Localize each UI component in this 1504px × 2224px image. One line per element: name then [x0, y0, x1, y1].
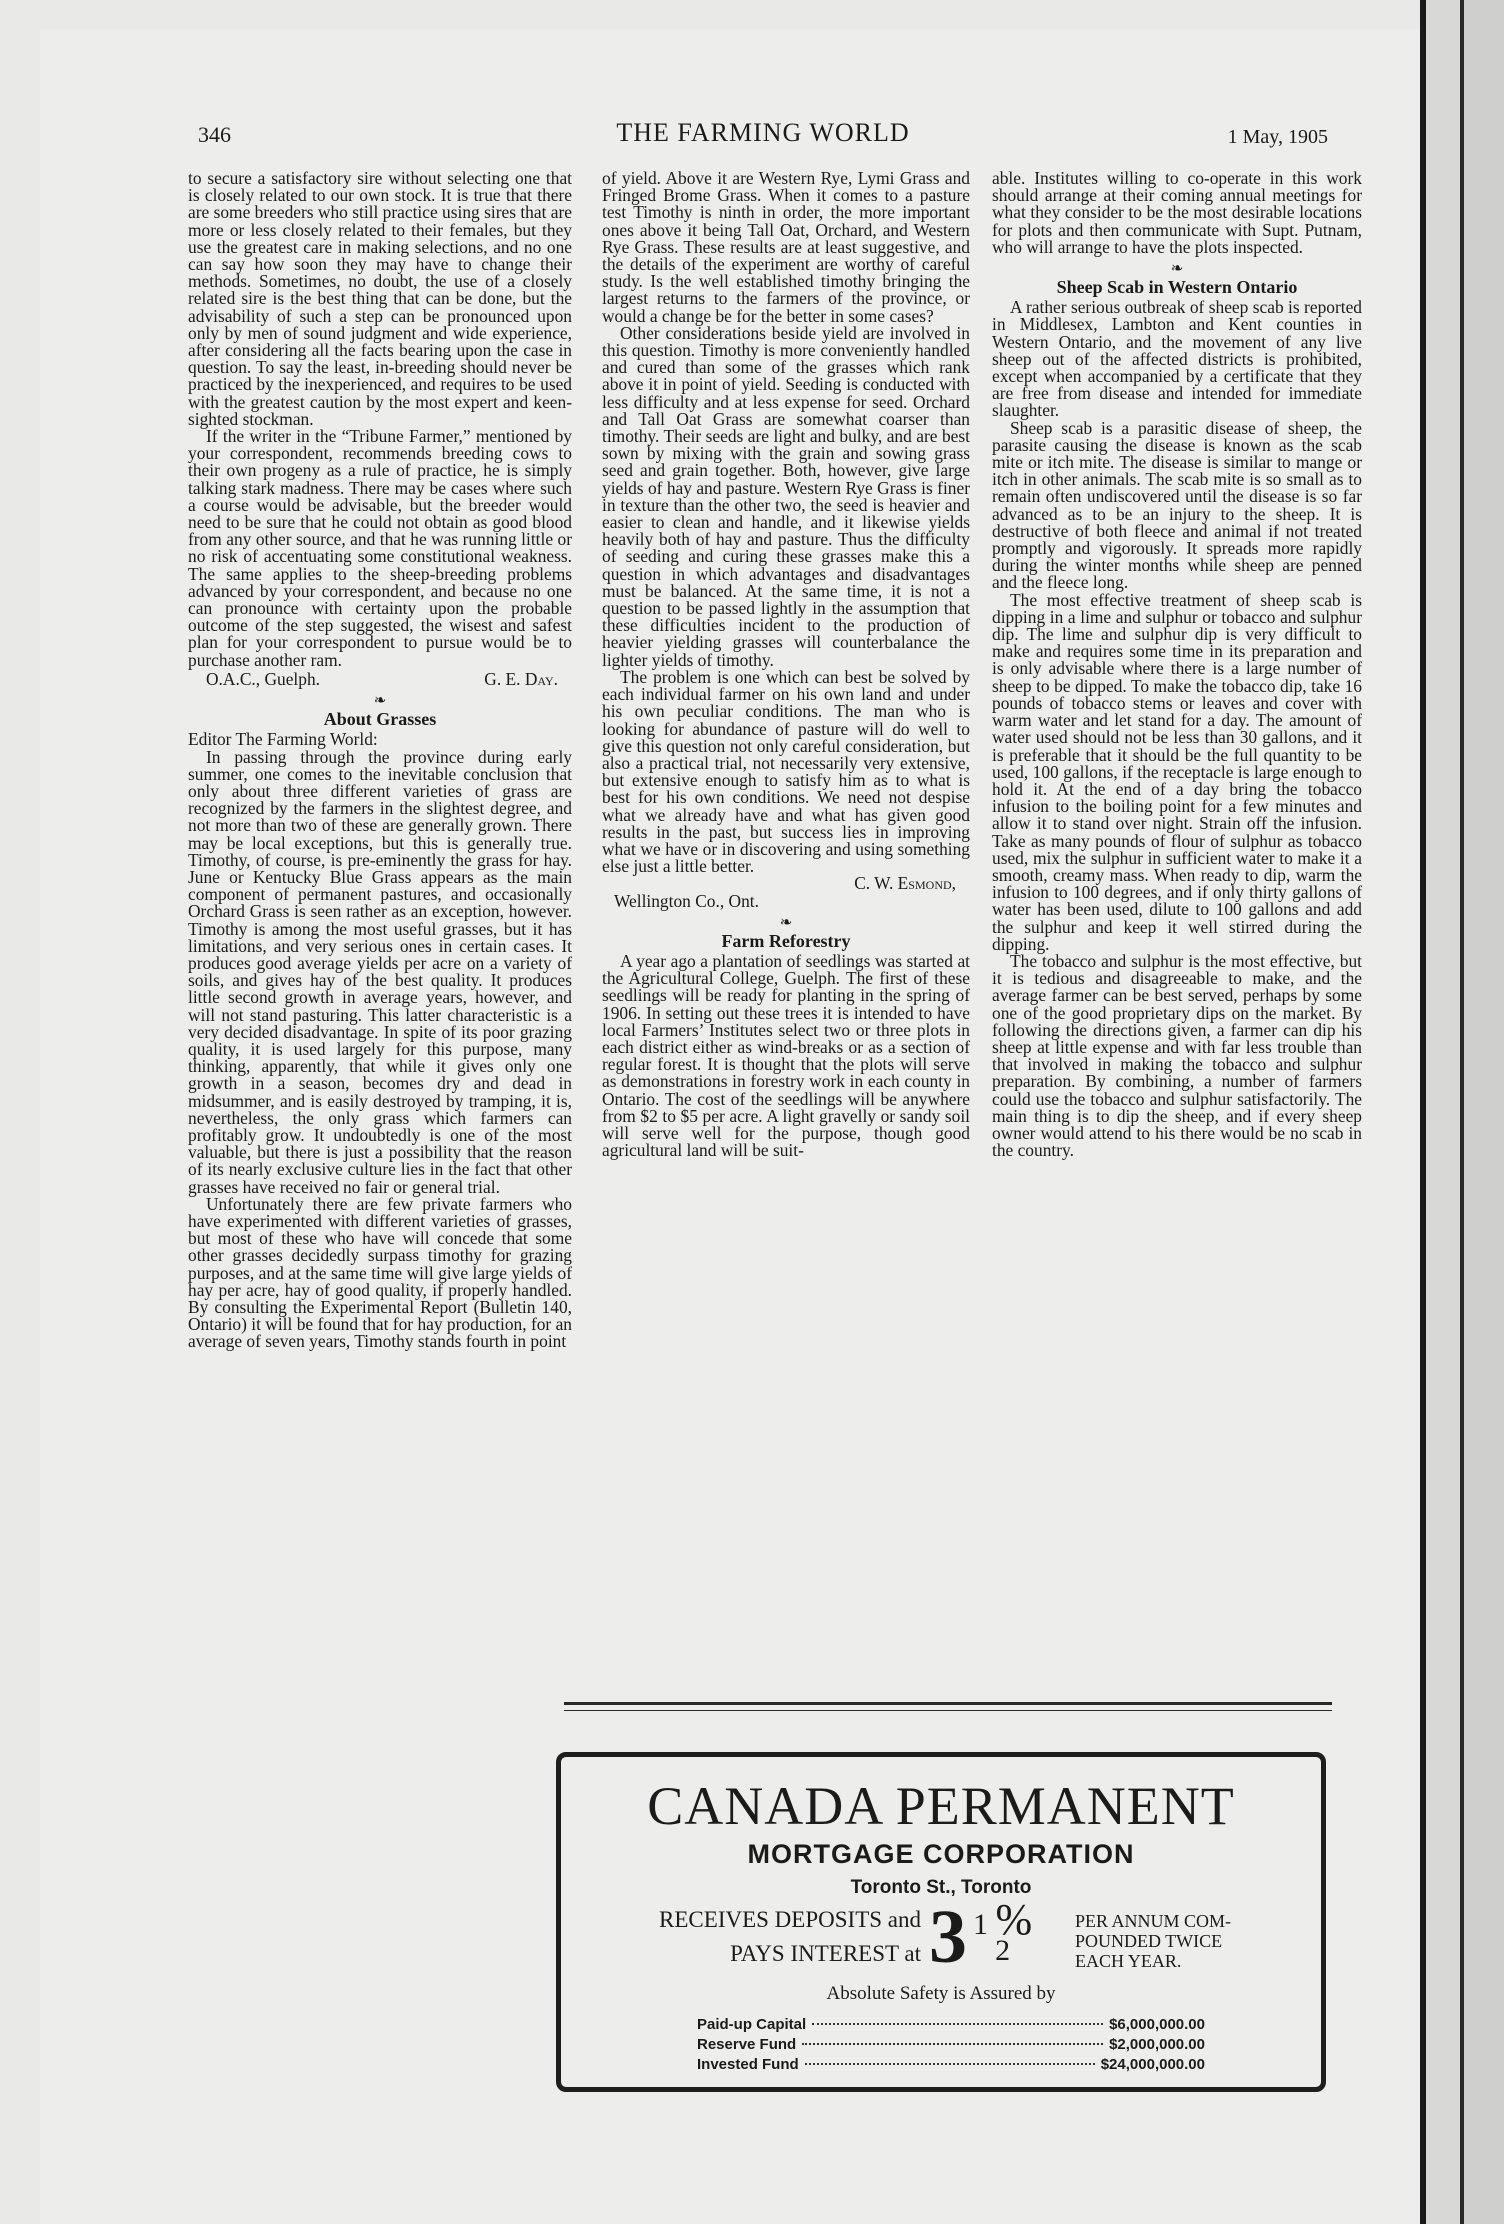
- column-2: [602, 170, 970, 1159]
- ad-fund-amount: $24,000,000.00: [1100, 2056, 1205, 2073]
- paragraph: A year ago a plantation of seedlings was started at the Agricultural College, Guelph. The first of these seedlings will be ready for planting in the spring of 1906. In setting out these trees it is intended to have local Farmers’ Institutes select two or three plots in each district either as wind-breaks or as a section of regular forest. It is thought that the plots will serve as demonstrations in forestry work in each county in Ontario. The cost of the seedlings will be anywhere from $2 to $5 per acre. A light gravelly or sandy soil will serve well for the purpose, though good agricultural land will be suit-: [602, 950, 970, 1161]
- heading-farm-reforestry: Farm Reforestry: [721, 930, 851, 951]
- ad-fund-row: [697, 2015, 1205, 2035]
- ad-address: Toronto St., Toronto: [850, 1877, 1032, 1898]
- paragraph: Sheep scab is a parasitic disease of sheep, the parasite causing the disease is known as the scab mite or itch mite. The disease is similar to mange or itch in other animals. The scab mite is so small as to remain often undiscovered until the disease is so far advanced as to be an injury to the sheep. It is destructive of both fleece and animal if not treated promptly and vigorously. It spreads more rapidly during the winter months while sheep are penned and the fleece long.: [992, 417, 1362, 593]
- signature-name: C. W. Esmond,: [854, 873, 956, 894]
- ad-terms: [1075, 1911, 1231, 1971]
- ad-fund-label: Reserve Fund: [697, 2036, 797, 2053]
- fleuron-icon: ❧: [779, 914, 793, 931]
- paragraph: of yield. Above it are Western Rye, Lymi Grass and Fringed Brome Grass. When it comes to a pasture test Timothy is ninth in order, the more important ones above it being Tall Oat, Orchard, and Western Rye Grass. These results are at least suggestive, and the details of the experiment are worthy of careful study. Is the well established timothy bringing the largest returns to the farmers of the province, or would a change be for the better in some cases?: [602, 168, 970, 326]
- signature-place: Wellington Co., Ont.: [614, 890, 759, 911]
- ad-fund-label: Invested Fund: [697, 2056, 799, 2073]
- page-number: 346: [198, 122, 231, 147]
- ad-offer: [621, 1903, 921, 1971]
- paragraph: The problem is one which can best be solved by each individual farmer on his own land and under his own peculiar conditions. The man who is looking for abundance of pasture will do well to give this question not only careful consideration, but also a practical trial, not necessarily very extensive, but extensive enough to satisfy him as to what is best for his own conditions. We need not despise what we already have and what has given good results in the past, but success lies in improving what we have or in discovering and using something else just a little better.: [602, 666, 970, 877]
- ad-offer-line: RECEIVES DEPOSITS and: [659, 1907, 921, 1932]
- editor-salutation: Editor The Farming World:: [188, 729, 378, 750]
- leader-dots: [802, 2043, 1103, 2045]
- ad-fund-label: Paid-up Capital: [697, 2016, 807, 2033]
- scan-edge: [1420, 0, 1504, 2224]
- paragraph: The most effective treatment of sheep scab is dipping in a lime and sulphur or tobacco and sulphur dip. The lime and sulphur dip is very difficult to make and requires some time in its preparation and is only advisable where there is a large number of sheep to be dipped. To make the tobacco dip, take 16 pounds of tobacco stems or leaves and cover with warm water and let stand for a day. The amount of water used should not be less than 30 gallons, and it is preferable that it should be the full quantity to be used, 100 gallons, if the receptacle is large enough to hold it. At the end of a day bring the tobacco infusion to the boiling point for a few minutes and allow it to stand over night. Strain off the infusion. Take as many pounds of flour of sulphur as tobacco used, mix the sulphur in sufficient water to make it a smooth, creamy mass. When ready to dip, warm the infusion to 100 degrees, and if only thirty gallons of water has been used, dilute to 100 gallons and add the sulphur and keep it well stirred during the dipping.: [992, 589, 1362, 954]
- ad-rate-sign: %: [995, 1895, 1033, 1944]
- ad-fund-row: [697, 2035, 1205, 2055]
- paragraph: Other considerations beside yield are involved in this question. Timothy is more conveniently handled and cured than some of the grasses which rank above it in point of yield. Seeding is conducted with less difficulty and at less expense for seed. Orchard and Tall Oat Grass are somewhat coarser than timothy. Their seeds are light and bulky, and are best sown by mixing with the grain and sowing grass seed and grain together. Both, however, give large yields of hay and pasture. Western Rye Grass is finer in texture than the other two, the seed is heavier and easier to clean and handle, and it likewise yields heavily both of hay and pasture. Thus the difficulty of seeding and curing these grasses make this a question in which advantages and disadvantages must be balanced. At the same time, it is not a question to be passed lightly in the assumption that these difficulties incident to the production of heavier yielding grasses will counterbalance the lighter yields of timothy.: [602, 322, 970, 670]
- ad-fund-amount: $2,000,000.00: [1109, 2036, 1205, 2053]
- ad-fund-row: [697, 2055, 1205, 2075]
- advertisement-box: [556, 1752, 1326, 2092]
- ad-offer-line: PAYS INTEREST at: [730, 1941, 921, 1966]
- ad-rate-fraction: [973, 1895, 1033, 1967]
- divider-rule: [564, 1702, 1332, 1705]
- ad-fund-amount: $6,000,000.00: [1109, 2016, 1205, 2033]
- ad-terms-line: EACH YEAR.: [1075, 1951, 1182, 1971]
- paragraph: Unfortunately there are few private farmers who have experimented with different varieties of grasses, but most of these who have will concede that some other grasses decidedly surpass timothy for grazing purposes, and at the same time will give large yields of hay per acre, hay of good quality, if properly handled. By consulting the Experimental Report (Bulletin 140, Ontario) it will be found that for hay production, for an average of seven years, Timothy stands fourth in point: [188, 1193, 572, 1352]
- issue-date: 1 May, 1905: [1227, 126, 1328, 148]
- paragraph: A rather serious outbreak of sheep scab is reported in Middlesex, Lambton and Kent counties in Western Ontario, and the movement of any live sheep out of the affected districts is prohibited, except when accompanied by a certificate that they are free from disease and intended for immediate slaughter.: [992, 297, 1362, 421]
- running-head: [198, 118, 1328, 152]
- column-3: [992, 170, 1362, 1159]
- heading-about-grasses: About Grasses: [323, 709, 437, 730]
- divider-rule: [564, 1710, 1332, 1711]
- paragraph: able. Institutes willing to co-operate in this work should arrange at their coming annual meetings for what they consider to be the most desirable locations for plots and then communicate with Supt. Putnam, who will arrange to have the plots inspected.: [992, 168, 1362, 257]
- ad-safety-line: Absolute Safety is Assured by: [826, 1983, 1056, 2004]
- fleuron-icon: ❧: [1170, 261, 1184, 278]
- ad-terms-line: POUNDED TWICE: [1075, 1931, 1223, 1951]
- leader-dots: [805, 2063, 1095, 2065]
- ad-rate-whole: 3: [929, 1895, 967, 1979]
- signature-name: G. E. Day.: [484, 668, 558, 689]
- paragraph: If the writer in the “Tribune Farmer,” mentioned by your correspondent, recommends breeding cows to their own progeny as a rule of practice, he is simply talking stark madness. There may be cases where such a course would be advisable, but the breeder would need to be sure that he could not obtain as good blood from any other source, and that he was running little or no risk of accentuating some constitutional weakness. The same applies to the sheep-breeding problems advanced by your correspondent, and because no one can pronounce with certainty upon the probable outcome of the step suggested, the wisest and safest plan for your correspondent to pursue would be to purchase another ram.: [188, 426, 572, 670]
- column-1: [188, 170, 572, 1351]
- ad-company-name: CANADA PERMANENT: [647, 1776, 1235, 1836]
- fleuron-icon: ❧: [373, 693, 387, 710]
- ad-rate-denominator: 2: [995, 1934, 1011, 1967]
- ad-funds-table: [697, 2015, 1205, 2075]
- ad-rate-numerator: 1: [973, 1908, 988, 1941]
- paragraph: to secure a satisfactory sire without selecting one that is closely related to our own stock. It is true that there are some breeders who still practice using sires that are more or less closely related to their females, but they use the greatest care in making selections, and no one can say how soon they may have to change their methods. Sometimes, no doubt, the use of a closely related sire is the best thing that can be done, but the advisability of such a step can be pronounced upon only by men of sound judgment and wide experience, after considering all the facts bearing upon the case in question. To say the least, in-breeding should never be practiced by the inexperienced, and requires to be used with the greatest caution by the most expert and keen-sighted stockman.: [188, 168, 572, 429]
- signature-day: [188, 668, 572, 689]
- publication-title: THE FARMING WORLD: [616, 118, 910, 147]
- heading-sheep-scab: Sheep Scab in Western Ontario: [1056, 277, 1298, 298]
- ad-terms-line: PER ANNUM COM-: [1075, 1911, 1232, 1931]
- paragraph: In passing through the province during early summer, one comes to the inevitable conclusion that only about three different varieties of grass are recognized by the farmers in the slightest degree, and not more than two of these are generally grown. There may be local exceptions, but this is generally true. Timothy, of course, is pre-eminently the grass for hay. June or Kentucky Blue Grass appears as the main component of permanent pastures, and occasionally Orchard Grass is seen rather as an exception, however. Timothy is among the most useful grasses, but it has limitations, and very serious ones in certain cases. It produces good average yields per acre on a variety of soils, and gives hay of the best quality. It produces little second growth in average years, however, and will not stand pasturing. This latter characteristic is a very decided disadvantage. In spite of its poor grazing quality, it is used largely for this purpose, many thinking, apparently, that while it gives only one growth in a season, becomes dry and dead in midsummer, and is easily destroyed by tramping, it is, nevertheless, the only grass which farmers can profitably grow. It undoubtedly is one of the most valuable, but there is just a possibility that the reason of its nearly exclusive culture lies in the fact that other grasses have received no fair or general trial.: [188, 746, 572, 1197]
- signature-place: O.A.C., Guelph.: [206, 668, 320, 689]
- leader-dots: [812, 2023, 1103, 2025]
- paragraph: The tobacco and sulphur is the most effective, but it is tedious and disagreeable to make, and the average farmer can be best served, perhaps by some one of the good proprietary dips on the market. By following the directions given, a farmer can dip his sheep at little expense and with far less trouble than that involved in making the tobacco and sulphur preparation. By combining, a number of farmers could use the tobacco and sulphur satisfactorily. The main thing is to dip the sheep, and if every sheep owner would attend to his there would be no scab in the country.: [992, 950, 1362, 1161]
- ad-subtitle: MORTGAGE CORPORATION: [747, 1839, 1135, 1869]
